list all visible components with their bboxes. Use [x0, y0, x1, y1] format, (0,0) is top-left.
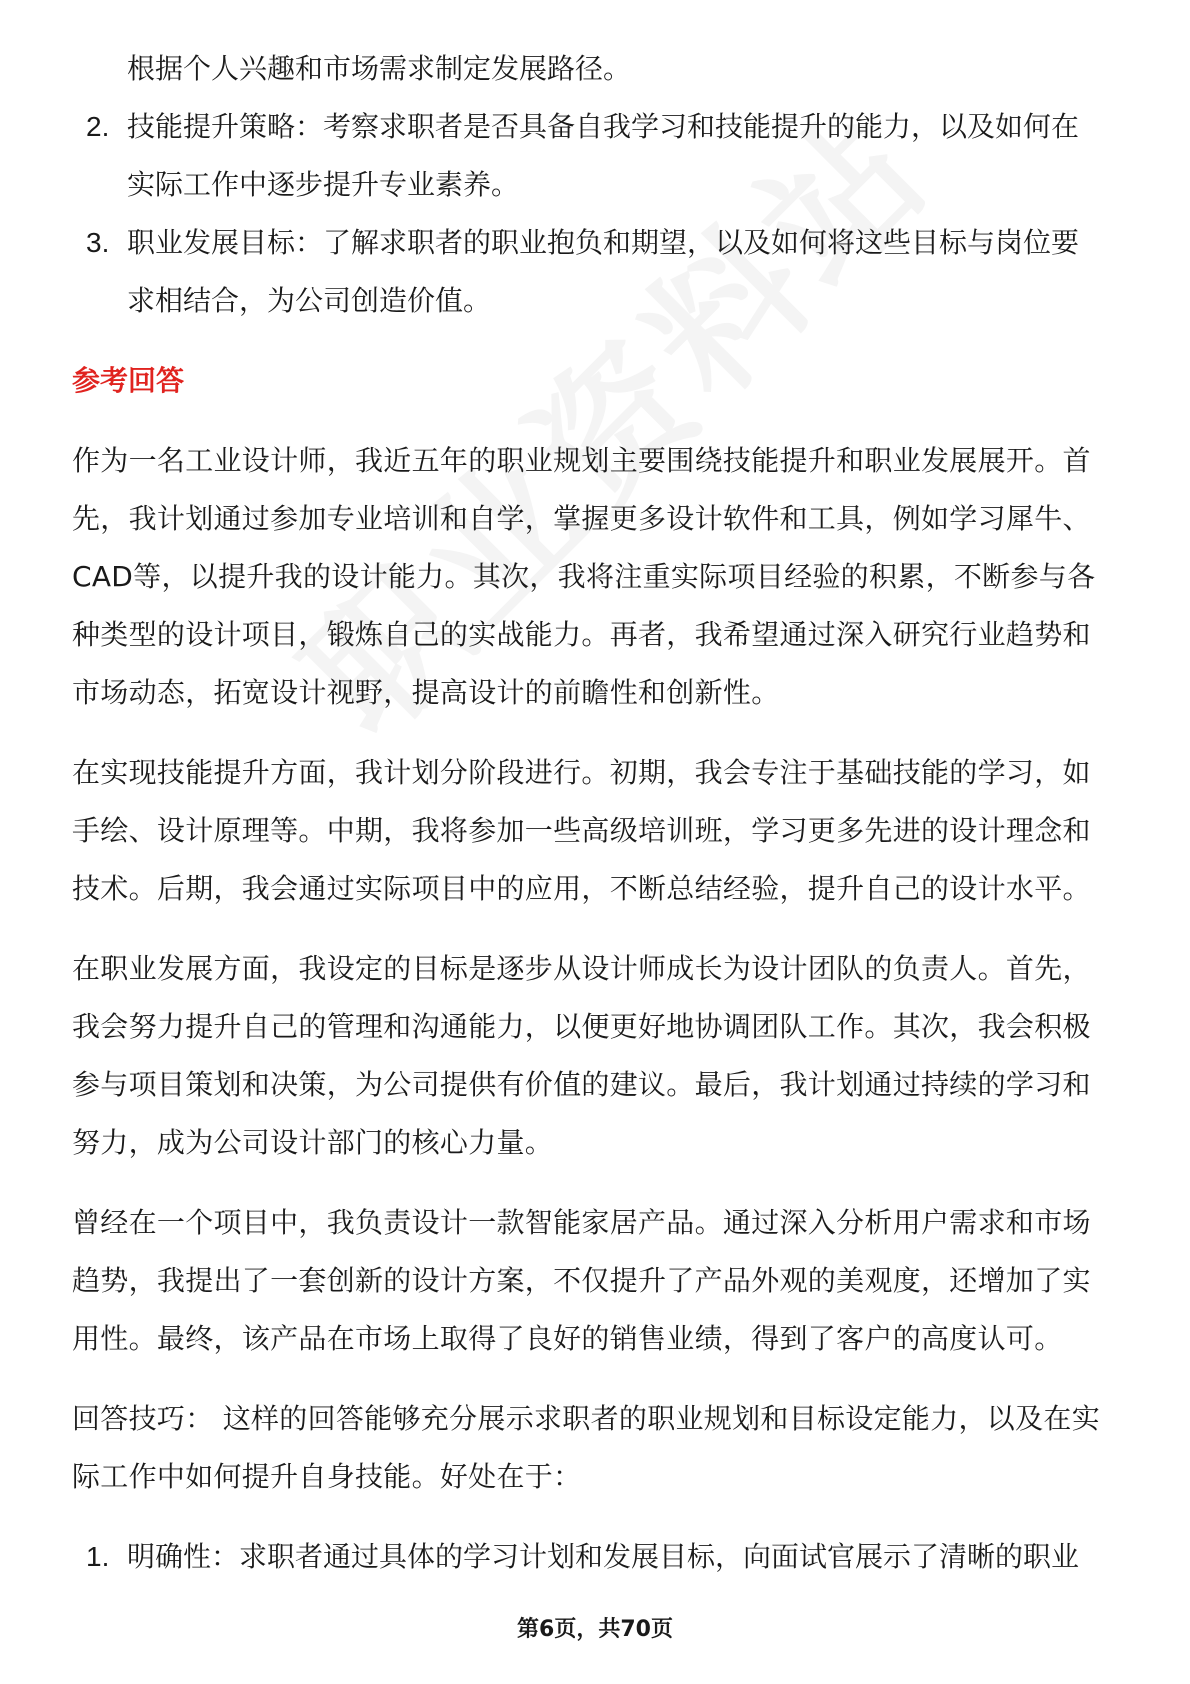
paragraph-line: 在实现技能提升方面，我计划分阶段进行。初期，我会专注于基础技能的学习，如 [72, 756, 1091, 789]
page-footer: 第6页，共70页 [517, 1617, 673, 1642]
paragraph-line: 回答技巧： 这样的回答能够充分展示求职者的职业规划和目标设定能力，以及在实 [72, 1402, 1101, 1435]
paragraph-line: 先，我计划通过参加专业培训和自学，掌握更多设计软件和工具，例如学习犀牛、 [72, 502, 1091, 535]
paragraph-line: 种类型的设计项目，锻炼自己的实战能力。再者，我希望通过深入研究行业趋势和 [72, 618, 1091, 651]
list-item-2 [72, 98, 1122, 214]
section-heading: 参考回答 [72, 364, 185, 397]
paragraph-2 [72, 744, 1122, 918]
list-item-1 [72, 1528, 1122, 1586]
paragraph-5 [72, 1390, 1122, 1506]
paragraph-1 [72, 432, 1122, 722]
list-number: 1. [86, 1541, 110, 1572]
paragraph-line: 用性。最终，该产品在市场上取得了良好的销售业绩，得到了客户的高度认可。 [72, 1322, 1063, 1355]
paragraph-3 [72, 940, 1122, 1172]
list-number: 3. [86, 227, 110, 258]
document-body [72, 40, 1122, 1586]
list-line: 职业发展目标：了解求职者的职业抱负和期望，以及如何将这些目标与岗位要 [127, 226, 1080, 259]
list-item-3 [72, 214, 1122, 330]
list-line: 实际工作中逐步提升专业素养。 [127, 168, 520, 201]
paragraph-line: 作为一名工业设计师，我近五年的职业规划主要围绕技能提升和职业发展展开。首 [72, 444, 1091, 477]
paragraph-line: 际工作中如何提升自身技能。好处在于： [72, 1460, 582, 1493]
paragraph-line: 技术。后期，我会通过实际项目中的应用，不断总结经验，提升自己的设计水平。 [72, 872, 1091, 905]
list-item-continuation [72, 40, 1122, 98]
paragraph-line: 我会努力提升自己的管理和沟通能力，以便更好地协调团队工作。其次，我会积极 [72, 1010, 1091, 1043]
list-line: 技能提升策略：考察求职者是否具备自我学习和技能提升的能力，以及如何在 [127, 110, 1080, 143]
list-number: 2. [86, 111, 110, 142]
paragraph-4 [72, 1194, 1122, 1368]
list-line: 明确性：求职者通过具体的学习计划和发展目标，向面试官展示了清晰的职业 [127, 1540, 1080, 1573]
paragraph-line: 曾经在一个项目中，我负责设计一款智能家居产品。通过深入分析用户需求和市场 [72, 1206, 1091, 1239]
paragraph-line: 趋势，我提出了一套创新的设计方案，不仅提升了产品外观的美观度，还增加了实 [72, 1264, 1091, 1297]
list-line: 求相结合，为公司创造价值。 [127, 284, 492, 317]
list-line: 根据个人兴趣和市场需求制定发展路径。 [127, 52, 632, 85]
paragraph-line: 手绘、设计原理等。中期，我将参加一些高级培训班，学习更多先进的设计理念和 [72, 814, 1091, 847]
paragraph-line: 努力，成为公司设计部门的核心力量。 [72, 1126, 554, 1159]
paragraph-line: 参与项目策划和决策，为公司提供有价值的建议。最后，我计划通过持续的学习和 [72, 1068, 1091, 1101]
paragraph-line: 市场动态，拓宽设计视野，提高设计的前瞻性和创新性。 [72, 676, 780, 709]
paragraph-line: CAD等，以提升我的设计能力。其次，我将注重实际项目经验的积累，不断参与各 [72, 560, 1096, 593]
paragraph-line: 在职业发展方面，我设定的目标是逐步从设计师成长为设计团队的负责人。首先， [72, 952, 1091, 985]
